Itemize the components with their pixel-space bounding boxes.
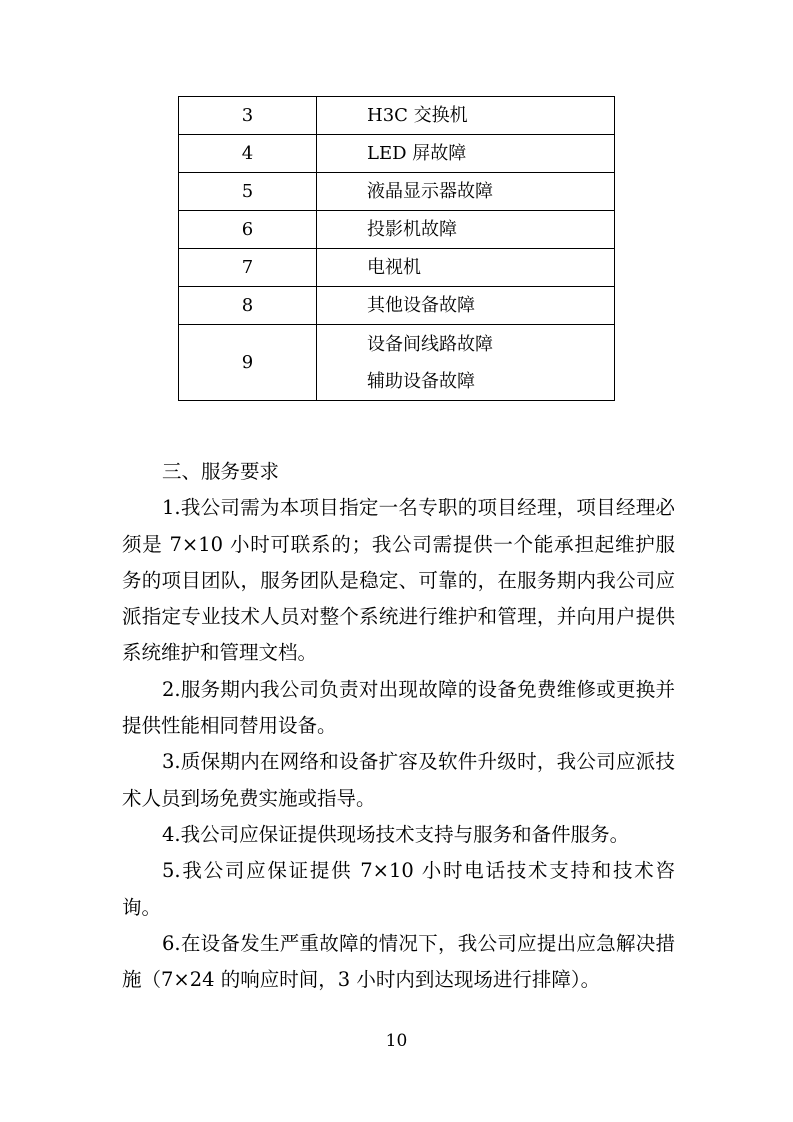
paragraph: 6.在设备发生严重故障的情况下，我公司应提出应急解决措施（7×24 的响应时间，3 小时内到达现场进行排障）。 bbox=[122, 931, 675, 992]
item-text: LED 屏故障 bbox=[367, 143, 467, 164]
item-text: 辅助设备故障 bbox=[367, 370, 475, 392]
row-item bbox=[317, 97, 615, 135]
item-text: H3C 交换机 bbox=[367, 105, 468, 126]
table-row bbox=[179, 249, 615, 287]
item-text: 电视机 bbox=[367, 257, 421, 278]
paragraph: 4.我公司应保证提供现场技术支持与服务和备件服务。 bbox=[162, 822, 630, 846]
row-number: 3 bbox=[179, 97, 317, 135]
table-row bbox=[179, 97, 615, 135]
row-item bbox=[317, 249, 615, 287]
row-number: 8 bbox=[179, 287, 317, 325]
row-item bbox=[317, 173, 615, 211]
item-text: 设备间线路故障 bbox=[367, 333, 493, 355]
row-number: 5 bbox=[179, 173, 317, 211]
row-item bbox=[317, 287, 615, 325]
row-number: 6 bbox=[179, 211, 317, 249]
item-text: 其他设备故障 bbox=[367, 295, 475, 316]
row-item bbox=[317, 211, 615, 249]
page-number: 10 bbox=[385, 1031, 408, 1051]
table-row bbox=[179, 135, 615, 173]
service-requirements-section bbox=[122, 454, 675, 998]
paragraph: 2.服务期内我公司负责对出现故障的设备免费维修或更换并提供性能相同替用设备。 bbox=[122, 677, 675, 738]
fault-list-table bbox=[178, 96, 615, 401]
paragraph: 3.质保期内在网络和设备扩容及软件升级时，我公司应派技术人员到场免费实施或指导。 bbox=[122, 750, 675, 810]
row-number: 9 bbox=[179, 325, 317, 401]
row-item bbox=[317, 135, 615, 173]
row-number: 4 bbox=[179, 135, 317, 173]
row-item bbox=[317, 325, 615, 401]
table-row bbox=[179, 287, 615, 325]
item-text: 投影机故障 bbox=[367, 219, 457, 240]
row-number: 7 bbox=[179, 249, 317, 287]
table-row bbox=[179, 325, 615, 401]
item-text: 液晶显示器故障 bbox=[367, 181, 493, 202]
paragraph: 1.我公司需为本项目指定一名专职的项目经理，项目经理必须是 7×10 小时可联系的；我公司需提供一个能承担起维护服务的项目团队，服务团队是稳定、可靠的，在服务期内我公司应派指定专业技术人员对整个系统进行维护和管理，并向用户提供系统维护和管理文档。 bbox=[122, 496, 675, 665]
table-row bbox=[179, 173, 615, 211]
section-heading: 三、服务要求 bbox=[162, 460, 280, 483]
table-row bbox=[179, 211, 615, 249]
paragraph: 5.我公司应保证提供 7×10 小时电话技术支持和技术咨询。 bbox=[122, 859, 675, 919]
